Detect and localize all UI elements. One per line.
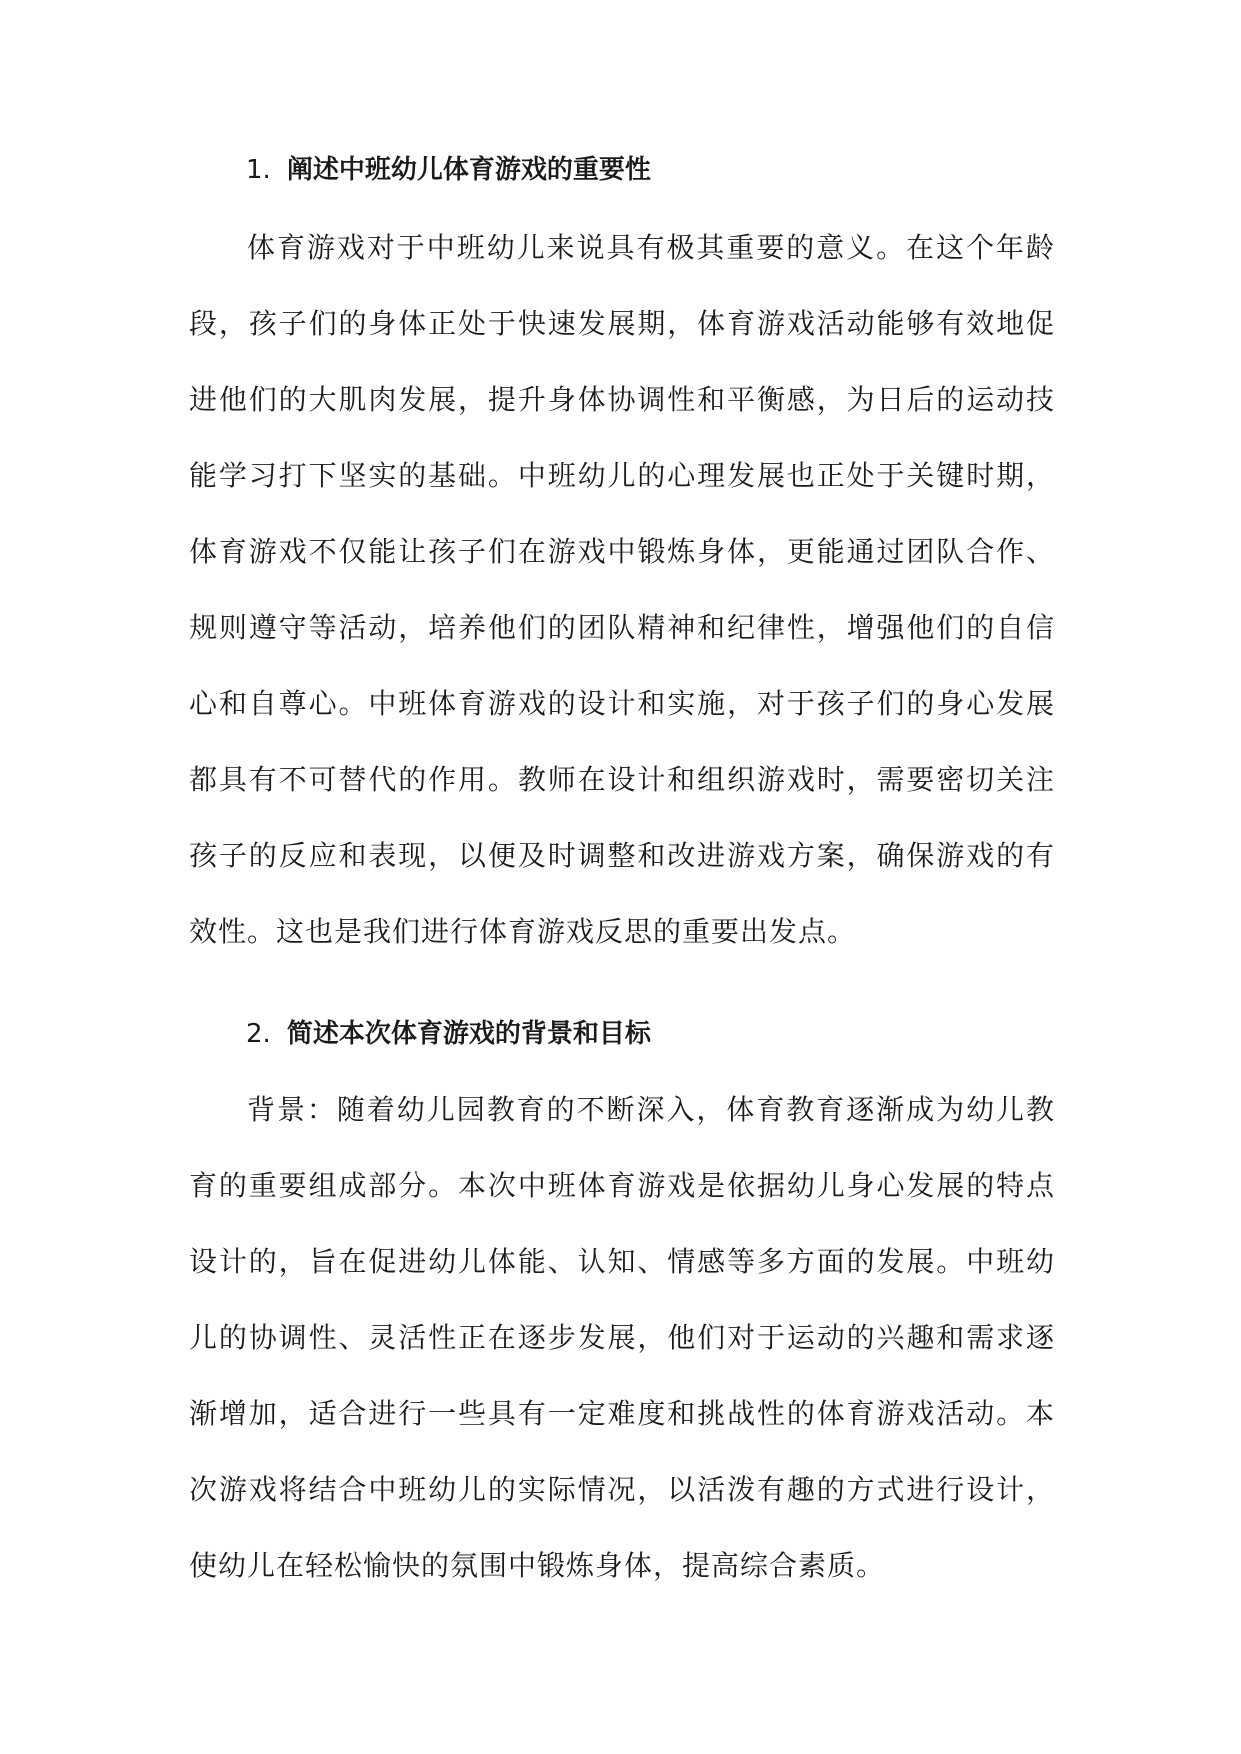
section-number: 2. xyxy=(246,1019,271,1049)
section-paragraph: 背景：随着幼儿园教育的不断深入，体育教育逐渐成为幼儿教育的重要组成部分。本次中班体育游戏是依据幼儿身心发展的特点设计的，旨在促进幼儿体能、认知、情感等多方面的发展。中班幼儿的协调性、灵活性正在逐步发展，他们对于运动的兴趣和需求逐渐增加，适合进行一些具有一定难度和挑战性的体育游戏活动。本次游戏将结合中班幼儿的实际情况，以活泼有趣的方式进行设计，使幼儿在轻松愉快的氛围中锻炼身体，提高综合素质。 xyxy=(189,1093,1055,1582)
section-heading xyxy=(246,1016,651,1052)
section-title: 阐述中班幼儿体育游戏的重要性 xyxy=(286,155,651,185)
section-paragraph: 体育游戏对于中班幼儿来说具有极其重要的意义。在这个年龄段，孩子们的身体正处于快速发展期，体育游戏活动能够有效地促进他们的大肌肉发展，提升身体协调性和平衡感，为日后的运动技能学习打下坚实的基础。中班幼儿的心理发展也正处于关键时期，体育游戏不仅能让孩子们在游戏中锻炼身体，更能通过团队合作、规则遵守等活动，培养他们的团队精神和纪律性，增强他们的自信心和自尊心。中班体育游戏的设计和实施，对于孩子们的身心发展都具有不可替代的作用。教师在设计和组织游戏时，需要密切关注孩子的反应和表现，以便及时调整和改进游戏方案，确保游戏的有效性。这也是我们进行体育游戏反思的重要出发点。 xyxy=(189,231,1055,948)
section-title: 简述本次体育游戏的背景和目标 xyxy=(286,1019,651,1049)
section-number: 1. xyxy=(246,155,271,185)
section-heading xyxy=(246,152,651,188)
